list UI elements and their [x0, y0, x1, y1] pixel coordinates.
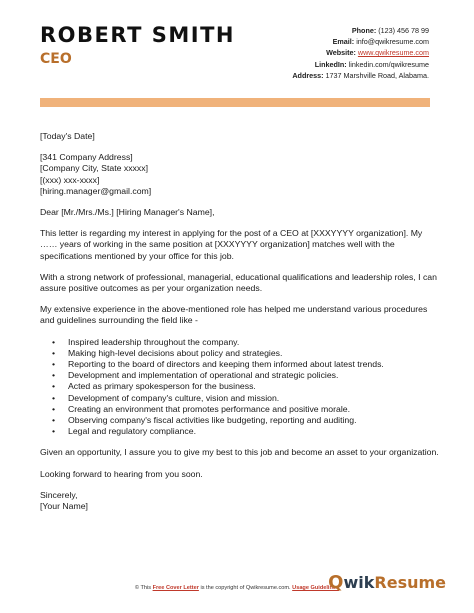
letter-body [40, 131, 440, 512]
bullet-icon: • [52, 370, 56, 381]
sign-off: Sincerely, [40, 489, 78, 500]
letter-date: [Today's Date] [40, 131, 95, 141]
website-link[interactable]: www.qwikresume.com [357, 48, 429, 58]
bullet-icon: • [52, 359, 56, 370]
list-item: • Acted as primary spokesperson for the business. [52, 381, 256, 392]
qwikresume-logo [328, 574, 446, 592]
address-line: [Company City, State xxxxx] [40, 163, 148, 174]
address-value: 1737 Marshville Road, Alabama. [325, 70, 429, 80]
header-divider-bar [40, 98, 430, 107]
contact-website [199, 47, 429, 58]
contact-email [199, 36, 429, 47]
phone-label: Phone: [351, 26, 377, 35]
logo-resume: Resume [374, 573, 446, 592]
list-item: • Making high-level decisions about policy and strategies. [52, 347, 283, 358]
signature-name: [Your Name] [40, 501, 88, 512]
list-item: • Observing company's fiscal activities like budgeting, reporting and auditing. [52, 415, 357, 426]
intro-paragraph: This letter is regarding my interest in applying for the post of a CEO at [XXXYYYY organization]. My …… years of working in the same position at [XXXYYYY organization] matches well with the specifications mentioned by your office for this job. [40, 228, 423, 261]
bullet-icon: • [52, 426, 56, 437]
list-item: • Development of company's culture, vision and mission. [52, 392, 280, 403]
website-label: Website: [326, 48, 356, 58]
phone-value: (123) 456 78 99 [378, 26, 429, 35]
list-item: • Development and implementation of operational and strategic policies. [52, 370, 339, 381]
logo-wik: wik [343, 573, 375, 592]
salutation: Dear [Mr./Mrs./Ms.] [Hiring Manager's Name], [40, 207, 215, 218]
bullet-icon: • [52, 415, 56, 426]
opportunity-paragraph: Given an opportunity, I assure you to give my best to this job and become an asset to your organization. [40, 447, 439, 458]
linkedin-value[interactable]: linkedin.com/qwikresume [348, 59, 429, 69]
usage-guidelines-link[interactable]: Usage Guidelines [292, 585, 340, 591]
bullet-icon: • [52, 403, 56, 414]
email-value[interactable]: info@qwikresume.com [356, 37, 429, 47]
recipient-address [40, 152, 440, 197]
bullet-icon: • [52, 336, 56, 347]
address-line: [(xxx) xxx-xxxx] [40, 174, 100, 185]
footer-middle: is the copyright of Qwikresume.com. [198, 585, 293, 591]
bullet-icon: • [52, 381, 56, 392]
bullet-icon: • [52, 392, 56, 403]
contact-address [199, 70, 429, 81]
contact-linkedin [199, 59, 429, 70]
bullet-icon: • [52, 347, 56, 358]
address-line: [341 Company Address] [40, 152, 133, 163]
contact-block [199, 25, 429, 81]
job-title: CEO [40, 51, 72, 67]
address-label: Address: [292, 70, 324, 80]
closing-paragraph: Looking forward to hearing from you soon. [40, 468, 203, 479]
logo-q: Q [328, 572, 344, 593]
address-line: [hiring.manager@gmail.com] [40, 185, 152, 196]
experience-paragraph: My extensive experience in the above-mentioned role has helped me understand various procedures and guidelines surrounding the field like - [40, 304, 428, 326]
network-paragraph: With a strong network of professional, managerial, educational qualifications and leadership roles, I can assure positive outcomes as per your organization needs. [40, 271, 437, 294]
free-cover-letter-link[interactable]: Free Cover Letter [152, 585, 199, 591]
list-item: • Legal and regulatory compliance. [52, 426, 196, 437]
footer-prefix: © This [134, 585, 153, 591]
list-item: • Reporting to the board of directors and keeping them informed about latest trends. [52, 359, 384, 370]
list-item: • Inspired leadership throughout the company. [52, 336, 240, 347]
linkedin-label: LinkedIn: [314, 59, 347, 69]
list-item: • Creating an environment that promotes performance and positive morale. [52, 403, 351, 414]
skills-list [40, 337, 440, 438]
name-heading: ROBERT SMITH [40, 23, 235, 47]
contact-phone [199, 25, 429, 36]
email-label: Email: [332, 37, 355, 47]
